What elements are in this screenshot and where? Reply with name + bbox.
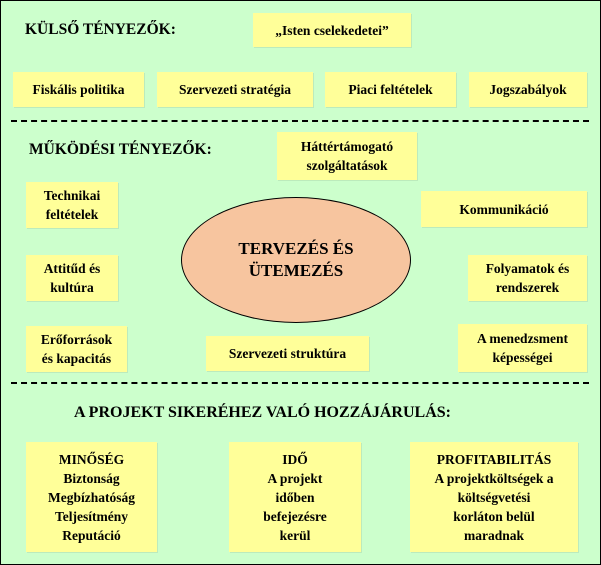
divider-top: [11, 120, 589, 122]
attitude-culture-box: Attitűd és kultúra: [26, 255, 118, 301]
divider-bottom: [11, 382, 589, 384]
org-structure-box: Szervezeti struktúra: [206, 336, 369, 371]
management-capabilities-box: A menedzsment képességei: [458, 324, 587, 372]
org-strategy-box: Szervezeti stratégia: [157, 72, 313, 107]
contribution-heading: A PROJEKT SIKERÉHEZ VALÓ HOZZÁJÁRULÁS:: [74, 404, 451, 421]
support-services-box: Háttértámogató szolgáltatások: [277, 132, 417, 180]
fiscal-policy-box: Fiskális politika: [13, 72, 144, 107]
time-box: IDŐ A projekt időben befejezésre kerül: [229, 442, 361, 552]
resources-capacity-box: Erőforrások és kapacitás: [26, 326, 127, 372]
operational-factors-heading: MŰKÖDÉSI TÉNYEZŐK:: [29, 141, 212, 158]
legislation-box: Jogszabályok: [469, 72, 587, 107]
act-of-god-box: „Isten cselekedetei”: [253, 13, 411, 47]
technical-conditions-box: Technikai feltételek: [26, 182, 118, 228]
processes-systems-box: Folyamatok és rendszerek: [468, 255, 587, 301]
communication-box: Kommunikáció: [421, 191, 587, 227]
quality-box: MINŐSÉG Biztonság Megbízhatóság Teljesítmény Reputáció: [26, 442, 157, 552]
external-factors-heading: KÜLSŐ TÉNYEZŐK:: [25, 21, 176, 38]
market-conditions-box: Piaci feltételek: [325, 72, 456, 107]
planning-scheduling-ellipse: TERVEZÉS ÉS ÜTEMEZÉS: [181, 197, 411, 323]
profitability-box: PROFITABILITÁS A projektköltségek a költségvetési korláton belül maradnak: [410, 442, 578, 552]
